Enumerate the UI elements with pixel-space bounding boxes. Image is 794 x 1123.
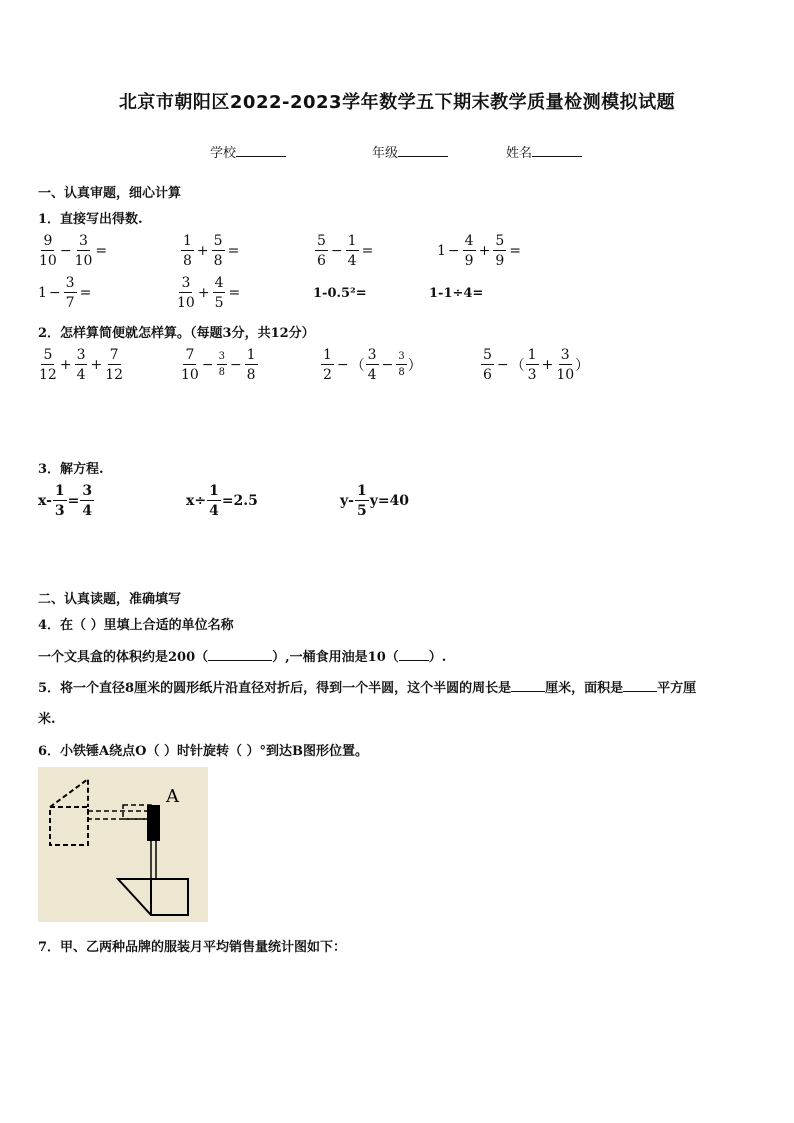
q1-expr-8: 1-1÷4= [429, 286, 484, 301]
hammer-rotation-diagram [38, 767, 208, 922]
point-a-label: A [166, 786, 179, 807]
q1-expr-3: $\frac{5}{6}$ − $\frac{1}{4}$ = [317, 233, 374, 269]
school-blank[interactable] [236, 156, 286, 157]
q2-label: 2．怎样算简便就怎样算。（每题3分，共12分） [38, 326, 315, 341]
name-blank[interactable] [532, 156, 582, 157]
name-field [506, 142, 582, 161]
section-2-heading: 二、认真读题，准确填写 [38, 592, 182, 607]
q2-expr-1: $\frac{5}{12}$ + $\frac{3}{4}$ + $\frac{7}{12}$ [39, 347, 124, 383]
school-field [210, 142, 286, 161]
q3-eq-1: x- $\frac{1}{3}$ = $\frac{3}{4}$ [38, 483, 93, 519]
q5-line-2: 米. [38, 712, 56, 727]
q3-eq-2: x÷ $\frac{1}{4}$ =2.5 [186, 483, 258, 519]
q6-hammer-figure [38, 767, 208, 922]
q1-label: 1．直接写出得数. [38, 212, 143, 227]
name-label: 姓名 [506, 146, 533, 161]
q1-expr-1: $\frac{9}{10}$ − $\frac{3}{10}$ = [39, 233, 108, 269]
q2-expr-2: $\frac{7}{10}$ − $\frac{3}{8}$ − $\frac{1}{8}$ [181, 347, 256, 383]
q7-text: 7．甲、乙两种品牌的服装月平均销售量统计图如下： [38, 940, 347, 955]
q4-label: 4．在（ ）里填上合适的单位名称 [38, 618, 234, 633]
q2-expr-4: $\frac{5}{6}$ − （ $\frac{1}{3}$ + $\frac{3}{10}$ ） [483, 347, 590, 383]
q5-blank-2[interactable] [623, 691, 657, 692]
section-1-heading: 一、认真审题，细心计算 [38, 186, 182, 201]
grade-label: 年级 [372, 146, 399, 161]
q1-expr-7: 1-0.5²= [313, 286, 367, 301]
q3-label: 3．解方程. [38, 462, 104, 477]
q2-expr-3: $\frac{1}{2}$ − （ $\frac{3}{4}$ − $\frac{3}{8}$ ） [323, 347, 422, 383]
grade-field [372, 142, 448, 161]
q1-expr-5: 1 − $\frac{3}{7}$ = [38, 275, 92, 311]
q4-blank-1[interactable] [208, 660, 272, 661]
q5-blank-1[interactable] [511, 691, 545, 692]
q3-eq-3: y- $\frac{1}{5}$ y=40 [340, 483, 410, 519]
q1-expr-6: $\frac{3}{10}$ + $\frac{4}{5}$ = [177, 275, 241, 311]
grade-blank[interactable] [398, 156, 448, 157]
q1-expr-2: $\frac{1}{8}$ + $\frac{5}{8}$ = [183, 233, 240, 269]
school-label: 学校 [210, 146, 237, 161]
q6-text: 6．小铁锤A绕点O（ ）时针旋转（ ）°到达B图形位置。 [38, 744, 368, 759]
q4-blank-2[interactable] [399, 660, 429, 661]
q4-line: 一个文具盒的体积约是200（ ）,一桶食用油是10（ ）. [38, 650, 447, 665]
q1-expr-4: 1 − $\frac{4}{9}$ + $\frac{5}{9}$ = [437, 233, 521, 269]
page-title: 北京市朝阳区2022-2023学年数学五下期末教学质量检测模拟试题 [118, 92, 676, 113]
q5-line: 5．将一个直径8厘米的圆形纸片沿直径对折后，得到一个半圆，这个半圆的周长是 厘米，面积是 平方厘 [38, 681, 697, 696]
